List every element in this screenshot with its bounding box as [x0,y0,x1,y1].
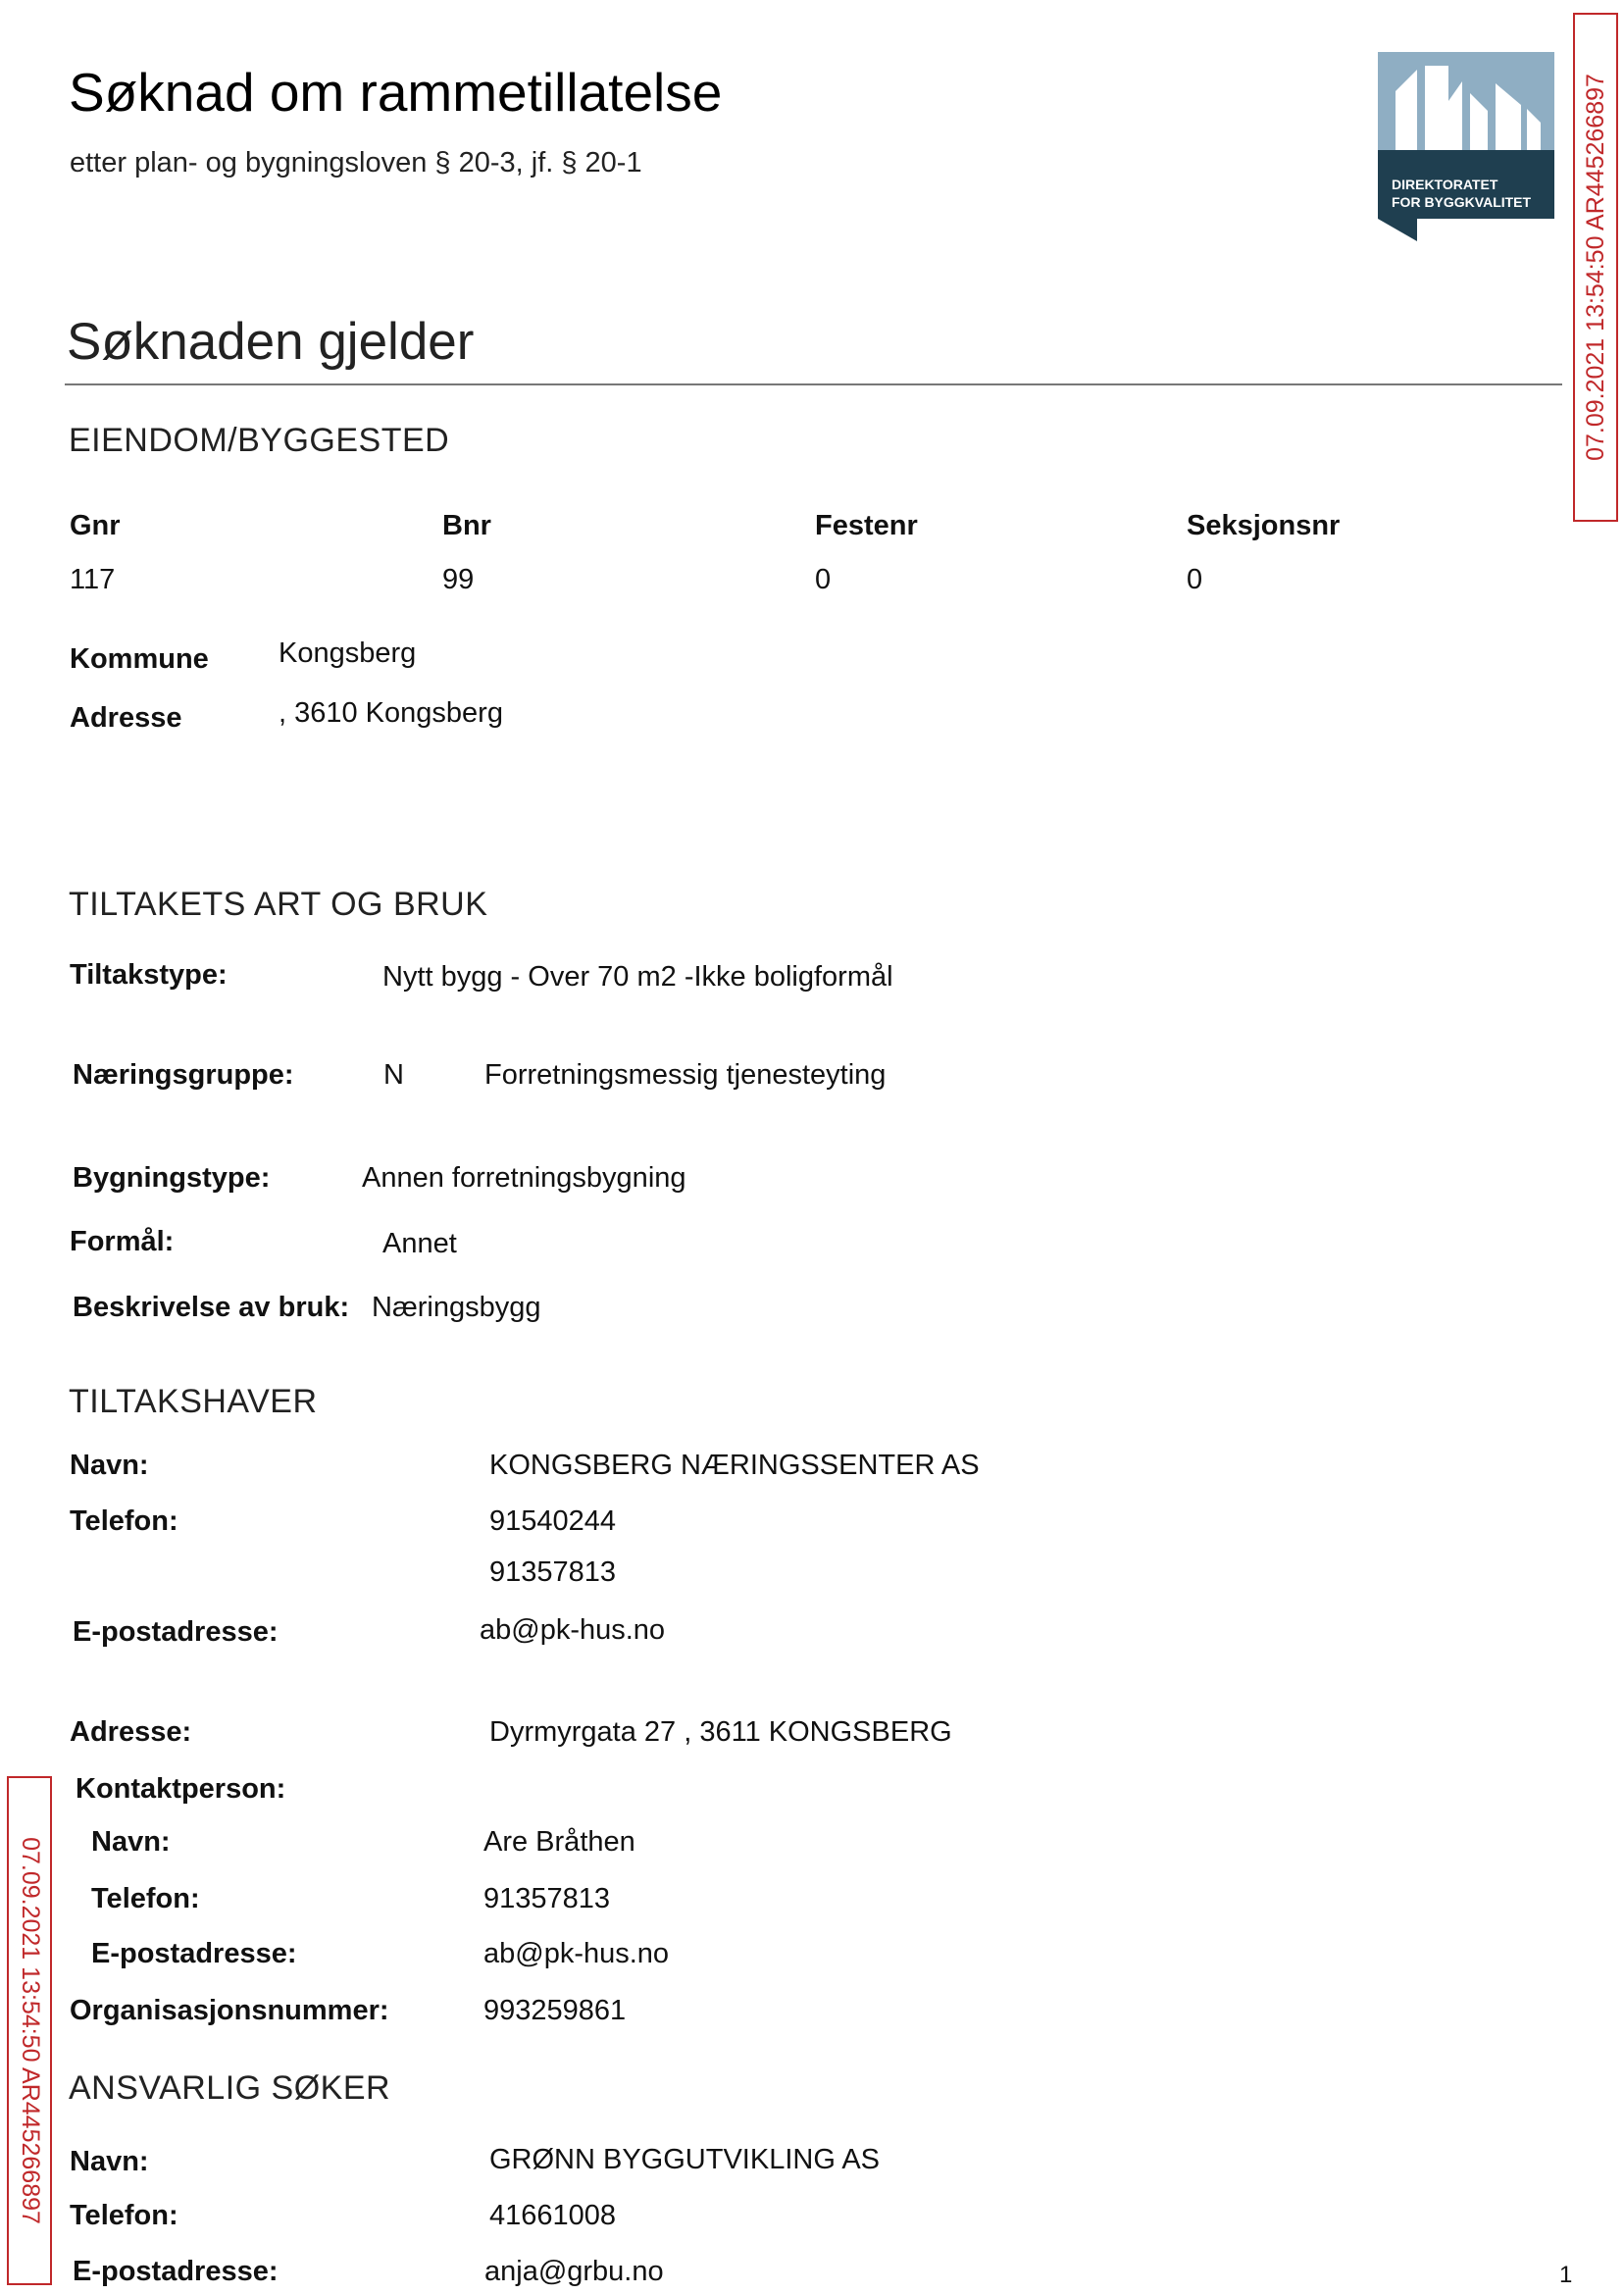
tiltakshaver-epost-value[interactable]: ab@pk-hus.no [480,1614,666,1646]
adresse-value: , 3610 Kongsberg [279,697,503,729]
tiltakshaver-navn-label: Navn: [70,1450,149,1481]
page-subtitle: etter plan- og bygningsloven § 20-3, jf. § 20-1 [70,147,642,178]
logo-text-line2: FOR BYGGKVALITET [1392,194,1532,210]
tiltakshaver-heading: TILTAKSHAVER [69,1383,318,1420]
beskrivelse-label: Beskrivelse av bruk: [73,1292,350,1323]
tiltakshaver-telefon-label: Telefon: [70,1505,178,1537]
kontakt-telefon-value: 91357813 [483,1883,611,1914]
ansvarlig-heading: ANSVARLIG SØKER [69,2069,391,2107]
seksjonsnr-label: Seksjonsnr [1187,510,1341,541]
kontakt-epost-value[interactable]: ab@pk-hus.no [483,1938,670,1969]
ansvarlig-epost-label: E-postadresse: [73,2256,279,2287]
section-title: Søknaden gjelder [67,313,475,371]
orgnr-label: Organisasjonsnummer: [70,1995,389,2026]
stamp-text: 07.09.2021 13:54:50 AR445266897 [1581,74,1609,461]
tiltakstype-value: Nytt bygg - Over 70 m2 -Ikke boligformål [382,961,893,993]
kontaktperson-label: Kontaktperson: [76,1773,286,1805]
tiltakshaver-telefon1-value: 91540244 [489,1505,617,1537]
ansvarlig-telefon-value: 41661008 [489,2200,617,2231]
ansvarlig-navn-value: GRØNN BYGGUTVIKLING AS [489,2144,881,2175]
eiendom-heading: EIENDOM/BYGGESTED [69,422,450,459]
gnr-value: 117 [70,564,116,595]
timestamp-stamp-top [1573,13,1618,522]
stamp-text: 07.09.2021 13:54:50 AR445266897 [16,1837,44,2224]
logo-text-line1: DIREKTORATET [1392,177,1498,192]
naeringsgruppe-label: Næringsgruppe: [73,1059,294,1091]
adresse-label: Adresse [70,702,182,734]
bnr-label: Bnr [442,510,491,541]
festenr-label: Festenr [815,510,918,541]
bygningstype-label: Bygningstype: [73,1162,271,1194]
page-number: 1 [1559,2262,1573,2288]
gnr-label: Gnr [70,510,121,541]
kommune-label: Kommune [70,643,209,675]
naeringsgruppe-code: N [383,1059,404,1091]
timestamp-stamp-bottom [7,1776,52,2285]
kontakt-epost-label: E-postadresse: [91,1938,297,1969]
tiltak-heading: TILTAKETS ART OG BRUK [69,886,488,923]
ansvarlig-navn-label: Navn: [70,2146,149,2177]
tiltakshaver-epost-label: E-postadresse: [73,1616,279,1648]
festenr-value: 0 [815,564,832,595]
seksjonsnr-value: 0 [1187,564,1203,595]
ansvarlig-epost-value[interactable]: anja@grbu.no [484,2256,664,2287]
ansvarlig-telefon-label: Telefon: [70,2200,178,2231]
naeringsgruppe-value: Forretningsmessig tjenesteyting [484,1059,887,1091]
bygningstype-value: Annen forretningsbygning [362,1162,686,1194]
dibk-logo [1378,52,1554,241]
tiltakshaver-adresse-label: Adresse: [70,1716,192,1748]
tiltakshaver-telefon2-value: 91357813 [489,1556,617,1588]
formal-label: Formål: [70,1226,175,1257]
kontakt-navn-label: Navn: [91,1826,171,1858]
page-title: Søknad om rammetillatelse [69,62,723,123]
kontakt-telefon-label: Telefon: [91,1883,200,1914]
kommune-value: Kongsberg [279,637,417,669]
orgnr-value: 993259861 [483,1995,627,2026]
formal-value: Annet [382,1228,457,1259]
tiltakshaver-adresse-value: Dyrmyrgata 27 , 3611 KONGSBERG [489,1716,952,1748]
beskrivelse-value: Næringsbygg [372,1292,541,1323]
kontakt-navn-value: Are Bråthen [483,1826,635,1858]
tiltakstype-label: Tiltakstype: [70,959,228,991]
tiltakshaver-navn-value: KONGSBERG NÆRINGSSENTER AS [489,1450,980,1481]
bnr-value: 99 [442,564,475,595]
section-divider [65,383,1562,385]
